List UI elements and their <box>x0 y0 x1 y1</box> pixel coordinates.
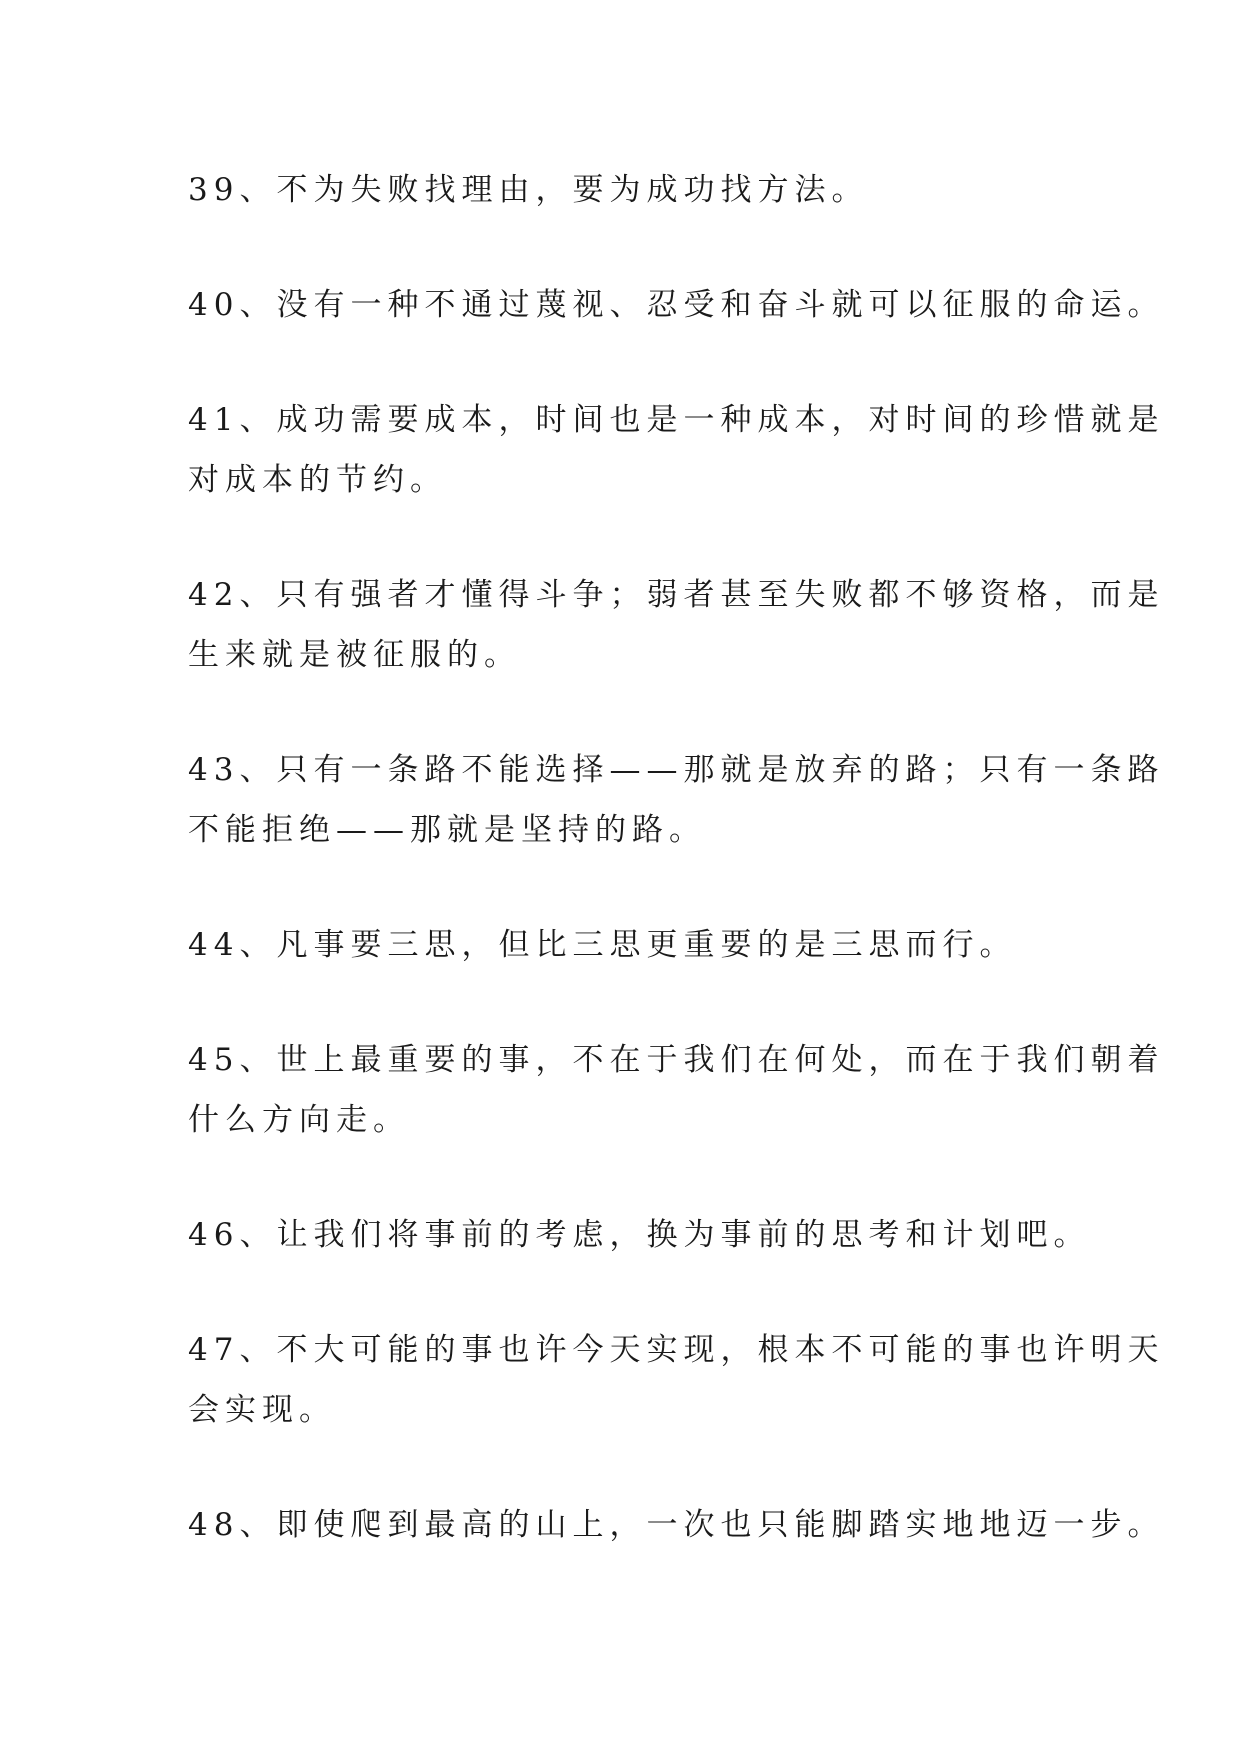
quote-line: 会实现。 <box>188 1392 336 1428</box>
quote-item <box>188 565 1165 685</box>
quote-item <box>188 1030 1165 1150</box>
quote-item <box>188 1495 1165 1555</box>
quote-line: 不能拒绝——那就是坚持的路。 <box>188 812 706 848</box>
quote-item <box>188 390 1165 510</box>
quote-line: 40、没有一种不通过蔑视、忍受和奋斗就可以征服的命运。 <box>188 287 1165 323</box>
quote-line: 生来就是被征服的。 <box>188 637 521 673</box>
quote-line: 45、世上最重要的事，不在于我们在何处，而在于我们朝着 <box>188 1042 1165 1078</box>
quote-line: 39、不为失败找理由，要为成功找方法。 <box>188 172 869 208</box>
quote-list <box>188 160 1165 1555</box>
quote-line: 48、即使爬到最高的山上，一次也只能脚踏实地地迈一步。 <box>188 1507 1165 1543</box>
quote-item <box>188 915 1088 975</box>
quote-item <box>188 160 1088 220</box>
quote-line: 44、凡事要三思，但比三思更重要的是三思而行。 <box>188 927 1017 963</box>
quote-line: 43、只有一条路不能选择——那就是放弃的路；只有一条路 <box>188 752 1165 788</box>
quote-line: 46、让我们将事前的考虑，换为事前的思考和计划吧。 <box>188 1217 1091 1253</box>
quote-item <box>188 1205 1091 1265</box>
quote-item <box>188 275 1165 335</box>
quote-line: 41、成功需要成本，时间也是一种成本，对时间的珍惜就是 <box>188 402 1165 438</box>
quote-line: 对成本的节约。 <box>188 462 447 498</box>
quote-line: 47、不大可能的事也许今天实现，根本不可能的事也许明天 <box>188 1332 1165 1368</box>
quote-item <box>188 740 1165 860</box>
quote-line: 42、只有强者才懂得斗争；弱者甚至失败都不够资格，而是 <box>188 577 1165 613</box>
quote-item <box>188 1320 1165 1440</box>
quote-line: 什么方向走。 <box>188 1102 410 1138</box>
